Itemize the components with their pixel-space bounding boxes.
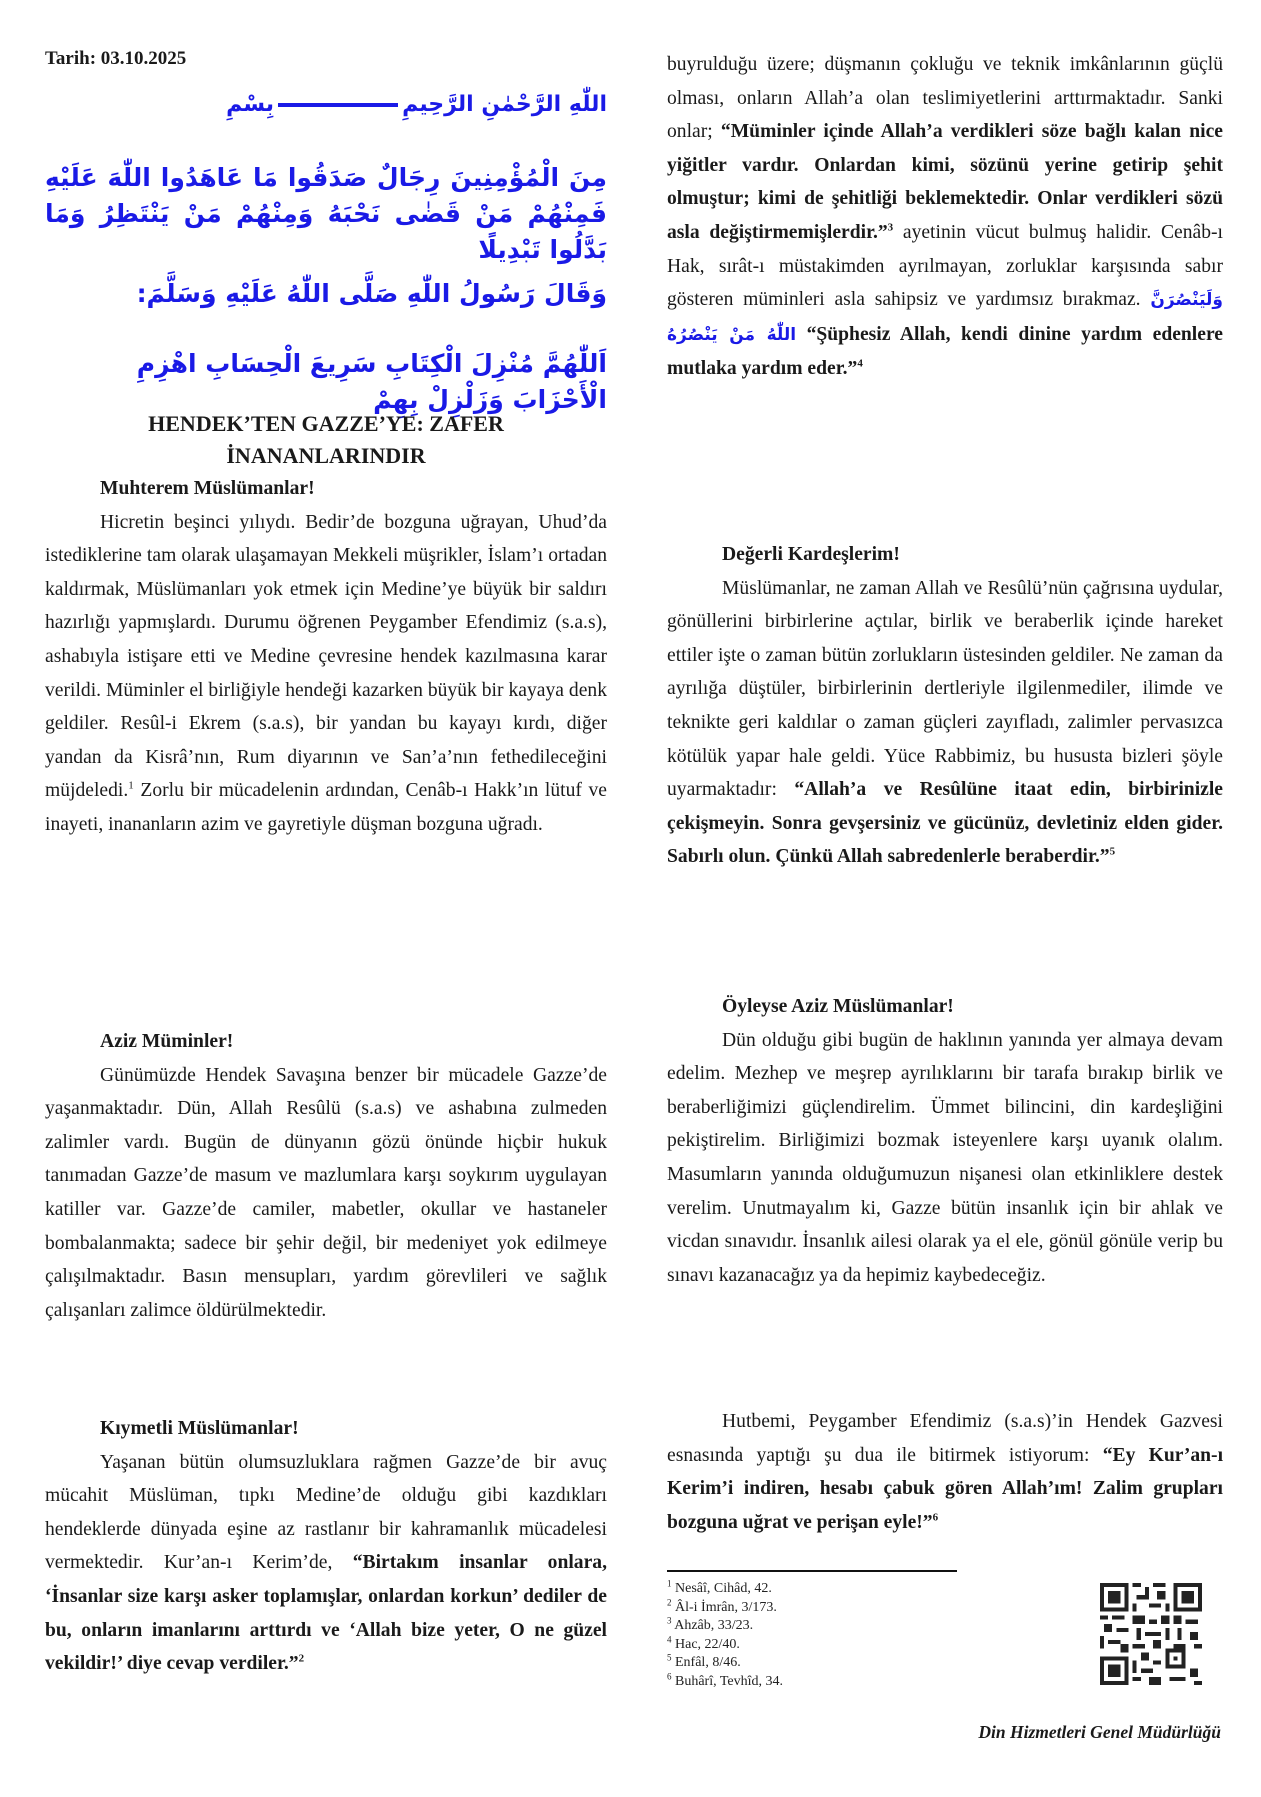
- section-paragraph: Günümüzde Hendek Savaşına benzer bir mücadele Gazze’de yaşanmaktadır. Dün, Allah Resûlü (s.a.s) ve ashabına zulmeden zalimler vardı. Bugün de dünyanın gözü önünde hiçbir hukuk tanımadan Gazze’de masum ve mazlumlara karşı soykırım uygulayan katiller var. Gazze’de camiler, mabetler, okullar ve hastaneler bombalanmakta; sadece bir şehir değil, bir medeniyet yok edilmeye çalışılmaktadır. Basın mensupları, yardım görevlileri ve sağlık çalışanları zalimce öldürülmektedir.: [45, 1064, 607, 1321]
- quran-quote: “Şüphesiz Allah, kendi dinine yardım edenlere mutlaka yardım eder.”: [667, 323, 1223, 380]
- bismillah-start: بِسْمِ: [226, 92, 275, 117]
- bismillah-line: [278, 103, 398, 107]
- quran-quote: Onlar verdikleri sözü asla değiştirmemişlerdir.”: [667, 188, 1223, 243]
- section-heading: Öyleyse Aziz Müslümanlar!: [722, 996, 954, 1017]
- paragraph-text: ayetinin vücut bulmuş halidir. Cenâb-ı Hak, sırât-ı müstakimden ayrılmayan, zorluklar karşısında sabır gösteren müminleri asla sahipsiz ve yardımsız bırakmaz.: [667, 221, 1223, 311]
- section-2: [45, 1025, 607, 1327]
- footnote-text: Hac, 22/40.: [675, 1636, 740, 1652]
- section-3: [45, 1412, 607, 1681]
- paragraph-text: Hicretin beşinci yılıydı. Bedir’de bozguna uğrayan, Uhud’da istediklerine tam olarak ulaşamayan Mekkeli müşrikler, İslam’ı ortadan kaldırmak, Müslümanları yok etmek için Medine’ye büyük bir saldırı hazırlığı yapmışlardı. Durumu öğrenen Peygamber Efendimiz (s.a.s), ashabıyla istişare etti ve Medine çevresine hendek kazılmasına karar verildi. Müminler el birliğiyle hendeği kazarken büyük bir kayaya denk geldiler. Resûl-i Ekrem (s.a.s), bir yandan bu kayayı kırdı, diğer yandan da Kisrâ’nın, Rum diyarının ve San’a’nın fethedileceğini müjdeledi.: [45, 511, 607, 802]
- footnote-text: Enfâl, 8/46.: [675, 1655, 741, 1670]
- section-4: [667, 538, 1223, 874]
- paragraph-text: buyrulduğu üzere; düşmanın çokluğu ve teknik imkânlarının güçlü olması, onların Allah’a olan teslimiyetlerini arttırmaktadır. Sanki onlar;: [667, 54, 1223, 143]
- footnote-ref: 3: [887, 221, 894, 234]
- footnote-item: [667, 1654, 783, 1673]
- footnote-item: [667, 1670, 784, 1692]
- hadith-quote: “Ey Kur’an-ı Kerim’i indiren, hesabı çabuk gören Allah’ım! Zalim grupları bozguna uğrat ve perişan eyle!”: [667, 1444, 1224, 1533]
- sermon-title: [45, 408, 607, 472]
- paragraph-text: Yaşanan bütün olumsuzluklara rağmen Gazze’de bir avuç mücahit Müslüman, tıpkı Medine’de olduğu gibi kazdıkları hendeklerde dünyada eşine az rastlanır bir kahramanlık mücadelesi vermektedir. Kur’an-ı Kerim’de,: [45, 1451, 607, 1574]
- quran-quote: “Birtakım insanlar onlara, ‘İnsanlar size karşı asker toplamışlar, onlardan korkun’ dediler de bu, onların imanlarını arttırdı ve ‘Allah bize yeter, O ne güzel vekildir!’ diye cevap verdiler.”: [45, 1552, 607, 1675]
- paragraph-text: Müslümanlar, ne zaman Allah ve Resûlü’nün çağrısına uydular, gönüllerini birbirlerine açtılar, birlik ve beraberlik içinde hareket ettiler işte o zaman bütün zorlukların üstesinden geldiler. Ne zaman da ayrılığa düştüler, birbirlerinin dertleriyle ilgilenmediler, ilimde ve teknikte geri kaldılar o zaman güçleri zayıfladı, zalimler pervasızca kötülük yapar hale geldi. Yüce Rabbimiz, bu hususta bizleri şöyle uyarmaktadır:: [667, 577, 1223, 801]
- section-paragraph: [45, 506, 607, 842]
- footnote-number: 5: [667, 1652, 672, 1663]
- signature: Din Hizmetleri Genel Müdürlüğü: [978, 1722, 1221, 1742]
- section-heading: Muhterem Müslümanlar!: [100, 478, 315, 499]
- arabic-hadith-intro: وَقَالَ رَسُولُ اللّٰهِ صَلَّى اللّٰهُ عَلَيْهِ وَسَلَّمَ:: [136, 279, 607, 308]
- footnote-number: 6: [667, 1670, 672, 1681]
- bismillah-end: اللّٰهِ الرَّحْمٰنِ الرَّحِيمِ: [402, 92, 607, 117]
- footnote-divider: [667, 1570, 957, 1572]
- footnote-number: 2: [667, 1596, 672, 1607]
- footnote-ref: 5: [1109, 845, 1116, 858]
- section-paragraph: [667, 572, 1223, 874]
- footnote-text: Ahzâb, 33/23.: [674, 1618, 754, 1633]
- footnote-text: Âl-i İmrân, 3/173.: [675, 1599, 777, 1615]
- footnote-ref: 6: [932, 1511, 939, 1524]
- section-paragraph: [667, 48, 1223, 386]
- quran-quote: “Müminler içinde Allah’a verdikleri söze bağlı kalan nice yiğitler vardır. Onlardan kimi, sözünü yerine getirip şehit olmuştur; kimi de şehitliği beklemektedir.: [667, 121, 1223, 210]
- footnote-number: 3: [667, 1615, 672, 1626]
- arabic-inline-ayah: وَلَيَنْصُرَنَّ اللّٰهُ مَنْ يَنْصُرُهُ: [667, 290, 1223, 345]
- paragraph-text: Hutbemi, Peygamber Efendimiz (s.a.s)’in Hendek Gazvesi esnasında yaptığı şu dua ile bitirmek istiyorum:: [667, 1411, 1223, 1466]
- section-heading: Kıymetli Müslümanlar!: [100, 1418, 299, 1439]
- footnote-text: Nesâî, Cihâd, 42.: [675, 1581, 772, 1596]
- footnote-ref: 4: [857, 357, 863, 370]
- paragraph-text: Zorlu bir mücadelenin ardından, Cenâb-ı Hakk’ın lütuf ve inayeti, inananların azim ve gayretiyle düşman bozguna uğradı.: [45, 780, 607, 835]
- footnote-text: Buhârî, Tevhîd, 34.: [675, 1673, 784, 1689]
- section-paragraph: [45, 1446, 607, 1681]
- sermon-date: Tarih: 03.10.2025: [45, 48, 187, 69]
- section-heading: Değerli Kardeşlerim!: [722, 544, 900, 565]
- arabic-ayah: مِنَ الْمُؤْمِنِينَ رِجَالٌ صَدَقُوا مَا عَاهَدُوا اللّٰهَ عَلَيْهِ فَمِنْهُمْ مَنْ قَضٰى نَحْبَهُ وَمِنْهُمْ مَنْ يَنْتَظِرُ وَمَا بَدَّلُوا تَبْدِيلًا: [45, 163, 607, 264]
- section-5: [667, 990, 1223, 1292]
- title-line-1: HENDEK’TEN GAZZE’YE: ZAFER: [148, 411, 504, 436]
- footnote-number: 4: [667, 1633, 672, 1644]
- section-paragraph: Dün olduğu gibi bugün de haklının yanında yer almaya devam edelim. Mezhep ve meşrep ayrılıklarını bir tarafa bırakıp birlik ve beraberliğimizi güçlendirelim. Ümmet bilincini, din kardeşliğini pekiştirelim. Birliğimizi bozmak isteyenlere karşı uyanık olalım. Masumların yanında olduğumuzun nişanesi olan etkinliklere destek verelim. Unutmayalım ki, Gazze bütün insanlık için bir ahlak ve vicdan sınavıdır. İnsanlık ailesi olarak ya el ele, gönül gönüle verip bu sınavı kazanacağız ya da hepimiz kaybedeceğiz.: [667, 1029, 1223, 1286]
- quran-quote: “Allah’a ve Resûlüne itaat edin, birbirinizle çekişmeyin. Sonra gevşersiniz ve gücünüz, devletiniz elden gider. Sabırlı olun. Çünkü Allah sabredenlerle beraberdir.”: [667, 779, 1223, 868]
- qr-code-icon[interactable]: [1100, 1583, 1202, 1685]
- footnote-item: [667, 1617, 783, 1636]
- footnote-ref: 1: [128, 779, 134, 792]
- footnote-ref: 2: [298, 1652, 305, 1665]
- footnote-item: [667, 1633, 783, 1655]
- closing-paragraph: [667, 1405, 1223, 1539]
- footnote-item: [667, 1580, 783, 1599]
- section-1: [45, 472, 607, 842]
- bismillah: [45, 92, 607, 117]
- footnote-number: 1: [667, 1578, 672, 1589]
- section-heading: Aziz Müminler!: [100, 1031, 234, 1052]
- section-3-continued: [667, 48, 1223, 386]
- footnotes-list: [667, 1580, 783, 1691]
- arabic-dua: اَللّٰهُمَّ مُنْزِلَ الْكِتَابِ سَرِيعَ الْحِسَابِ اهْزِمِ الْأَحْزَابَ وَزَلْزِلْ بِهِمْ: [136, 349, 607, 414]
- footnote-item: [667, 1596, 783, 1618]
- section-6: [667, 1405, 1223, 1539]
- title-line-2: İNANANLARINDIR: [226, 443, 426, 468]
